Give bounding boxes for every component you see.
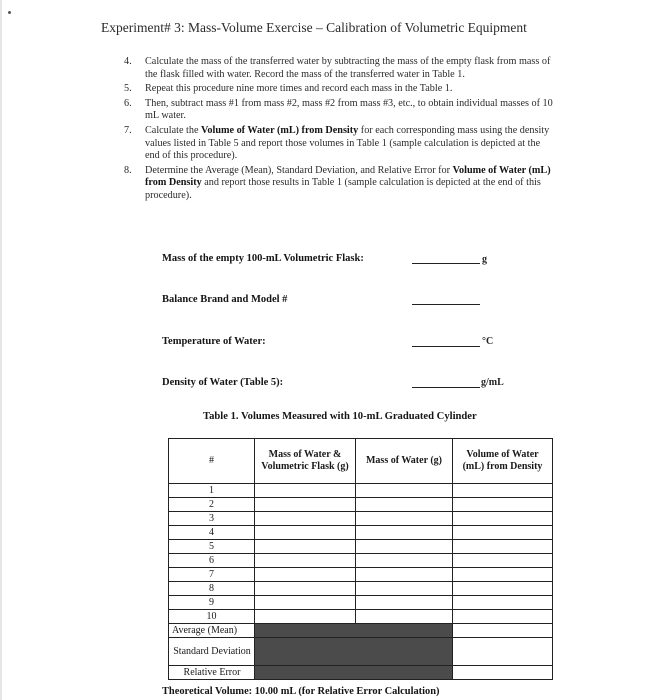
cell-volume[interactable] [453, 484, 553, 498]
table-row [169, 526, 553, 540]
step-item [124, 125, 556, 163]
cell-volume[interactable] [453, 568, 553, 582]
header-number: # [169, 439, 255, 484]
cell-volume[interactable] [453, 526, 553, 540]
stray-mark [8, 11, 11, 14]
step-item [124, 98, 556, 123]
cell-mass-water[interactable] [356, 568, 453, 582]
step-number: 7. [124, 124, 132, 136]
step-text-pre: Calculate the [145, 124, 202, 136]
cell-relative-error[interactable] [453, 666, 553, 680]
cell-mass-water[interactable] [356, 582, 453, 596]
step-number: 8. [124, 164, 132, 176]
header-volume: Volume of Water (mL) from Density [453, 439, 553, 484]
cell-mass-flask[interactable] [255, 582, 356, 596]
cell-mass-flask[interactable] [255, 554, 356, 568]
row-number: 3 [169, 512, 255, 526]
table-row [169, 582, 553, 596]
header-mass-water: Mass of Water (g) [356, 439, 453, 484]
row-number: 5 [169, 540, 255, 554]
step-text-bold: Volume of Water (mL) from Density [145, 164, 551, 189]
row-number: 9 [169, 596, 255, 610]
field-unit-flask-mass: g [482, 254, 487, 265]
table-row [169, 568, 553, 582]
field-label-temperature: Temperature of Water: [162, 336, 266, 347]
cell-mass-water[interactable] [356, 512, 453, 526]
step-text-pre: Determine the Average (Mean), Standard Deviation, and Relative Error for [145, 164, 453, 176]
row-number: 4 [169, 526, 255, 540]
cell-mass-flask[interactable] [255, 498, 356, 512]
cell-mass-water[interactable] [356, 554, 453, 568]
cell-mass-flask[interactable] [255, 568, 356, 582]
step-item [124, 56, 556, 81]
row-number: 6 [169, 554, 255, 568]
page-edge [0, 0, 2, 700]
cell-mass-water[interactable] [356, 610, 453, 624]
row-number: 8 [169, 582, 255, 596]
cell-volume[interactable] [453, 596, 553, 610]
cell-volume[interactable] [453, 582, 553, 596]
field-label-balance: Balance Brand and Model # [162, 294, 288, 305]
field-label-density: Density of Water (Table 5): [162, 377, 284, 388]
cell-volume[interactable] [453, 512, 553, 526]
table-row [169, 540, 553, 554]
cell-volume[interactable] [453, 498, 553, 512]
summary-label-std-dev: Standard Deviation [169, 638, 255, 666]
step-item [124, 165, 556, 203]
procedure-steps [124, 56, 556, 205]
field-blank-density[interactable] [412, 387, 480, 388]
step-number: 6. [124, 97, 132, 109]
shaded-cell [255, 638, 453, 666]
table-header-row [169, 439, 553, 484]
table-row [169, 498, 553, 512]
header-mass-flask: Mass of Water & Volumetric Flask (g) [255, 439, 356, 484]
table-caption: Table 1. Volumes Measured with 10-mL Graduated Cylinder [203, 411, 477, 422]
field-blank-temperature[interactable] [412, 346, 480, 347]
cell-mass-flask[interactable] [255, 484, 356, 498]
table-row [169, 610, 553, 624]
summary-label-relative-error: Relative Error [169, 666, 255, 680]
cell-std-dev[interactable] [453, 638, 553, 666]
summary-row-relative-error [169, 666, 553, 680]
row-number: 2 [169, 498, 255, 512]
step-text-post: for each corresponding mass using the density values listed in Table 5 and report those volumes in Table 1 (sample calculation is depicted at the end of this procedure). [145, 124, 550, 162]
summary-row-std-dev [169, 638, 553, 666]
row-number: 1 [169, 484, 255, 498]
cell-volume[interactable] [453, 610, 553, 624]
cell-mass-flask[interactable] [255, 526, 356, 540]
cell-volume[interactable] [453, 540, 553, 554]
step-text: Repeat this procedure nine more times and record each mass in the Table 1. [145, 83, 453, 95]
step-number: 4. [124, 56, 132, 67]
field-blank-balance[interactable] [412, 304, 480, 305]
table-row [169, 512, 553, 526]
step-text-bold: Volume of Water (mL) from Density [201, 124, 359, 136]
field-unit-density: g/mL [481, 377, 504, 388]
step-text: Calculate the mass of the transferred water by subtracting the mass of the empty flask from mass of the flask filled with water. Record the mass of the transferred water in Table 1. [145, 56, 551, 80]
step-item [124, 83, 556, 96]
field-label-flask-mass: Mass of the empty 100-mL Volumetric Flask: [162, 253, 364, 264]
field-blank-flask-mass[interactable] [412, 263, 480, 264]
step-text-post: and report those results in Table 1 (sample calculation is depicted at the end of this procedure). [145, 177, 541, 201]
cell-mass-flask[interactable] [255, 596, 356, 610]
cell-volume[interactable] [453, 554, 553, 568]
cell-mass-flask[interactable] [255, 540, 356, 554]
cell-mass-water[interactable] [356, 596, 453, 610]
theoretical-volume-note: Theoretical Volume: 10.00 mL (for Relative Error Calculation) [162, 686, 440, 697]
shaded-cell [255, 624, 453, 638]
page-title: Experiment# 3: Mass-Volume Exercise – Calibration of Volumetric Equipment [101, 20, 527, 35]
table-row [169, 554, 553, 568]
step-text: Then, subtract mass #1 from mass #2, mass #2 from mass #3, etc., to obtain individual masses of 10 mL water. [145, 97, 553, 122]
volume-table [168, 438, 553, 680]
summary-label-average: Average (Mean) [169, 624, 255, 638]
step-number: 5. [124, 83, 132, 95]
cell-mass-water[interactable] [356, 484, 453, 498]
cell-mass-water[interactable] [356, 498, 453, 512]
table-row [169, 596, 553, 610]
table-row [169, 484, 553, 498]
cell-mass-water[interactable] [356, 540, 453, 554]
summary-row-average [169, 624, 553, 638]
field-unit-temperature: °C [482, 336, 494, 347]
cell-mass-flask[interactable] [255, 610, 356, 624]
cell-mass-flask[interactable] [255, 512, 356, 526]
cell-average[interactable] [453, 624, 553, 638]
cell-mass-water[interactable] [356, 526, 453, 540]
shaded-cell [255, 666, 453, 680]
row-number: 7 [169, 568, 255, 582]
row-number: 10 [169, 610, 255, 624]
